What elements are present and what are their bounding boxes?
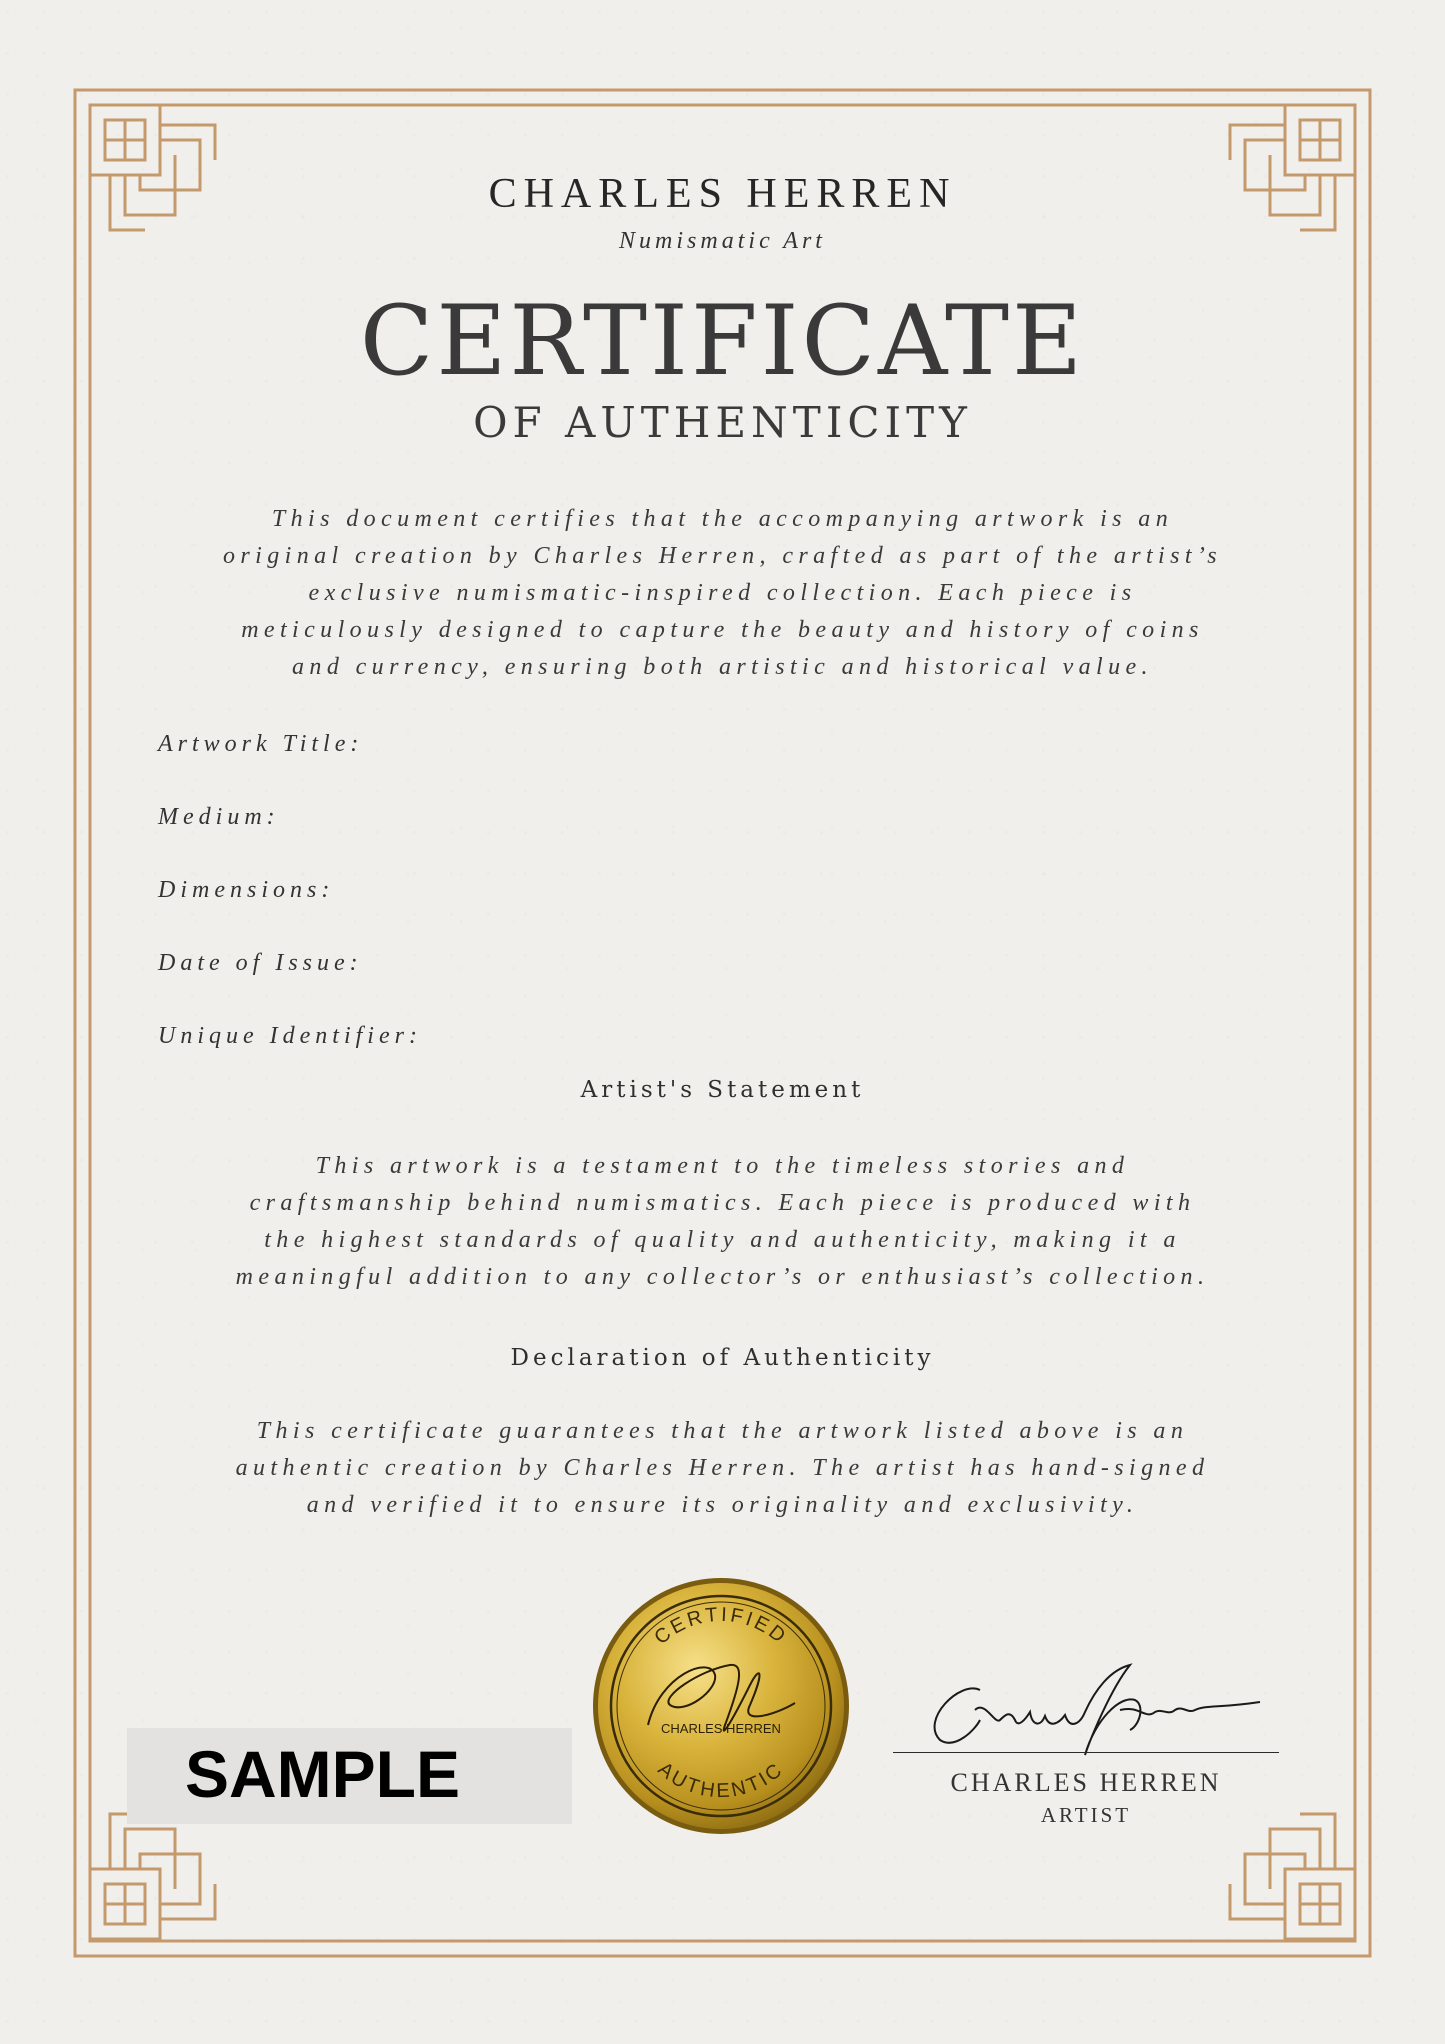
intro-line: original creation by Charles Herren, crafted as part of the artist’s (223, 543, 1222, 569)
artwork-details (158, 726, 422, 1091)
intro-line: meticulously designed to capture the beauty and history of coins (241, 617, 1204, 643)
brand-name: CHARLES HERREN (488, 171, 957, 217)
gold-seal-icon (590, 1575, 852, 1837)
intro-line: exclusive numismatic-inspired collection. Each piece is (308, 580, 1137, 606)
signature-line (893, 1752, 1279, 1753)
intro-line: This document certifies that the accompanying artwork is an (271, 506, 1174, 532)
field-artwork-title: Artwork Title: (158, 731, 364, 757)
artist-signature (920, 1650, 1280, 1760)
seal-center-text: CHARLES HERREN (661, 1721, 781, 1736)
declaration-line: This certificate guarantees that the artwork listed above is an (256, 1418, 1189, 1444)
declaration-heading: Declaration of Authenticity (510, 1345, 935, 1371)
declaration-line: and verified it to ensure its originality and exclusivity. (306, 1492, 1139, 1518)
artist-statement-heading: Artist's Statement (580, 1077, 865, 1103)
statement-line: meaningful addition to any collector’s or enthusiast’s collection. (235, 1264, 1210, 1290)
declaration-line: authentic creation by Charles Herren. The artist has hand-signed (235, 1455, 1210, 1481)
intro-line: and currency, ensuring both artistic and historical value. (292, 654, 1153, 680)
certificate-title: CERTIFICATE (359, 285, 1086, 397)
brand-subtitle: Numismatic Art (619, 228, 826, 254)
sample-label: SAMPLE (185, 1737, 461, 1811)
artist-statement-paragraph (130, 1148, 1315, 1296)
signature-role: ARTIST (1040, 1803, 1132, 1827)
statement-line: This artwork is a testament to the timeless stories and (315, 1153, 1130, 1179)
statement-line: craftsmanship behind numismatics. Each piece is produced with (249, 1190, 1196, 1216)
field-dimensions: Dimensions: (158, 877, 335, 903)
seal-top-text: CERTIFIED (650, 1603, 792, 1650)
sample-watermark (127, 1728, 572, 1824)
statement-line: the highest standards of quality and authenticity, making it a (264, 1227, 1181, 1253)
field-date-of-issue: Date of Issue: (158, 950, 363, 976)
seal-bottom-text: AUTHENTIC (653, 1757, 789, 1803)
field-medium: Medium: (158, 804, 280, 830)
intro-paragraph (130, 501, 1315, 686)
field-unique-identifier: Unique Identifier: (158, 1023, 422, 1049)
declaration-paragraph (130, 1413, 1315, 1524)
signature-name: CHARLES HERREN (950, 1768, 1222, 1797)
certificate-subtitle: OF AUTHENTICITY (473, 398, 972, 447)
